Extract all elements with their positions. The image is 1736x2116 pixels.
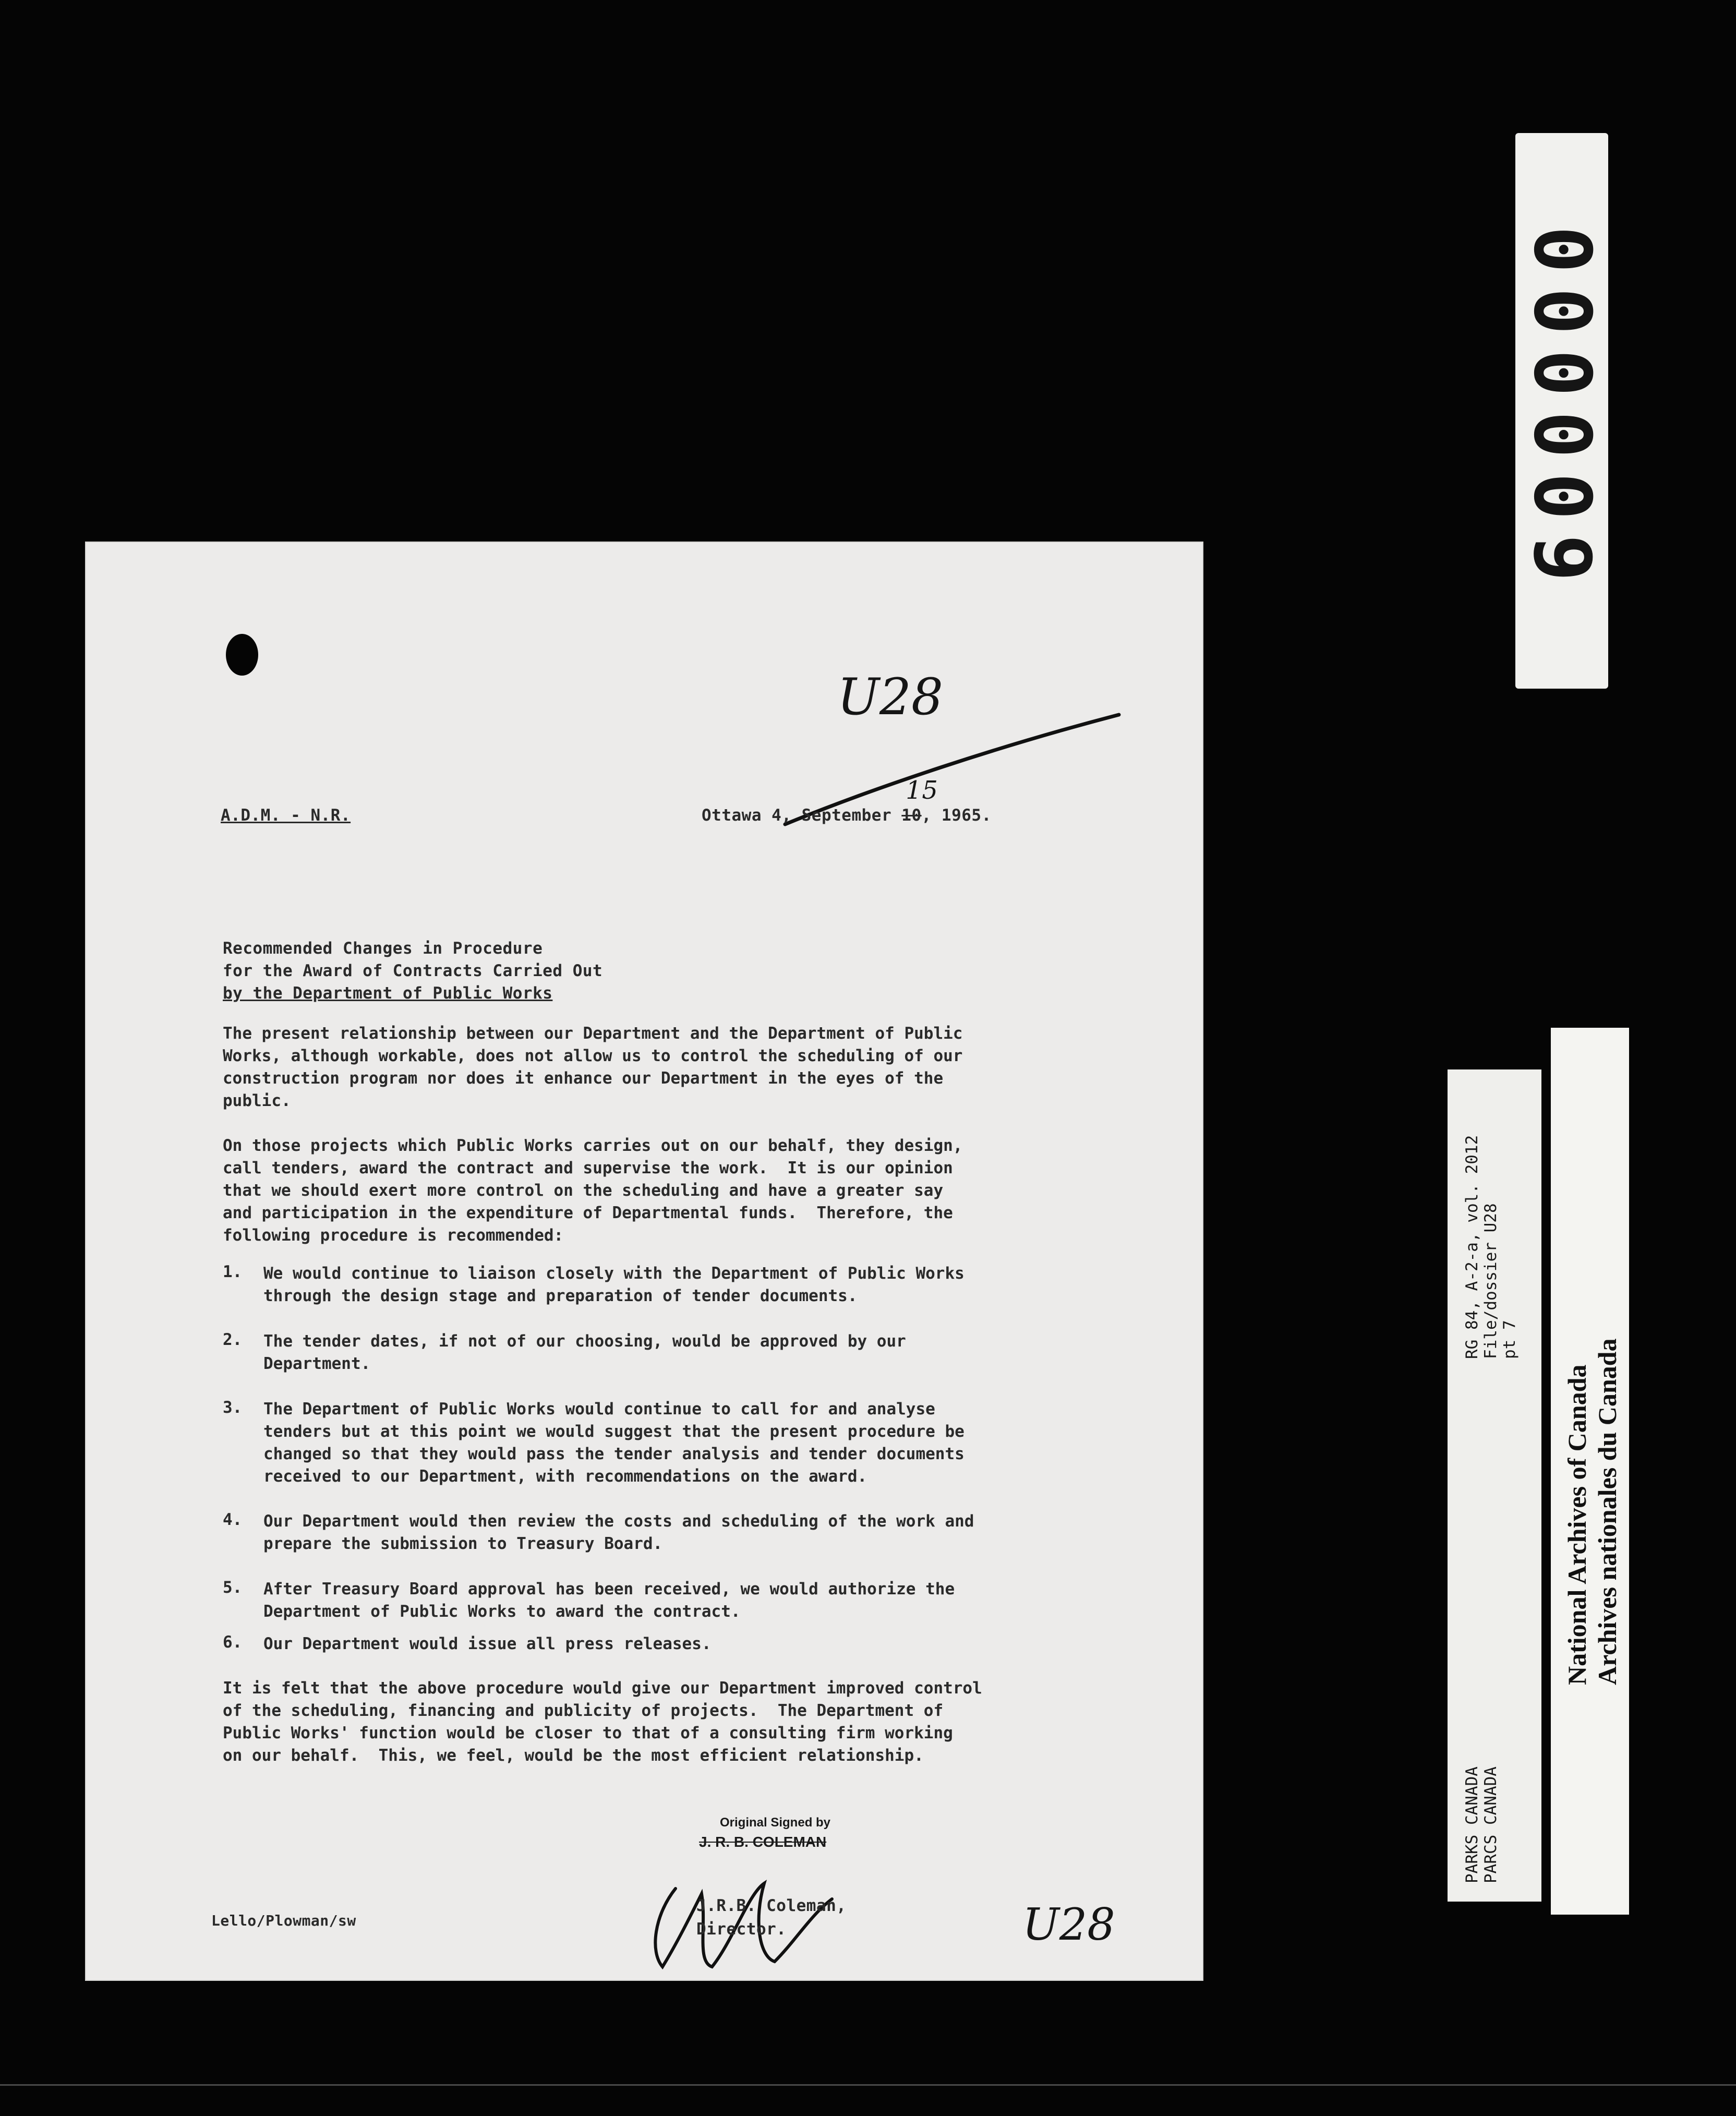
date-prefix: Ottawa 4, September: [702, 806, 892, 825]
item-5-number: 5.: [223, 1578, 243, 1597]
reference-parks-canada: PARKS CANADA: [1463, 1766, 1481, 1883]
date-struck-day: 10: [901, 806, 922, 825]
item-3-text: The Department of Public Works would continue to call for and analyse tenders but at this point we would suggest that the present procedure be changed so that they would pass the tender analysis and tender documents received to our Department, with recommendations on the award.: [263, 1400, 965, 1486]
scan-bottom-edge: [0, 2084, 1736, 2086]
frame-number: 000009: [1516, 225, 1607, 596]
archives-french: Archives nationales du Canada: [1593, 1338, 1622, 1685]
date-day-correction: [901, 776, 938, 825]
paragraph-3: It is felt that the above procedure would give our Department improved control of the scheduling, financing and publicity of projects. The Department of Public Works' function would be closer to that of a consulting firm working on our behalf. This, we feel, would be the most efficient relationship.: [223, 1679, 982, 1765]
item-2-number: 2.: [223, 1330, 243, 1349]
item-2-text: The tender dates, if not of our choosing, would be approved by our Department.: [263, 1332, 906, 1373]
item-6-text: Our Department would issue all press releases.: [263, 1634, 712, 1653]
item-6-number: 6.: [223, 1633, 243, 1652]
item-1-text: We would continue to liaison closely with the Department of Public Works through the design stage and preparation of tender documents.: [263, 1264, 965, 1305]
stamp-struck-name: J. R. B. COLEMAN: [699, 1834, 827, 1850]
signatory-title: Director.: [696, 1920, 787, 1939]
date-line: [702, 776, 992, 825]
national-archives-label: [1551, 1028, 1629, 1915]
subject-line-1: Recommended Changes in Procedure: [223, 939, 543, 958]
item-4-text: Our Department would then review the costs and scheduling of the work and prepare the submission to Treasury Board.: [263, 1512, 974, 1553]
frame-number-strip: [1515, 133, 1608, 689]
paragraph-1: The present relationship between our Department and the Department of Public Works, although workable, does not allow us to control the scheduling of our construction program nor does it enhance our Department in the eyes of the public.: [223, 1024, 963, 1110]
handwritten-bottom-file-number: U28: [1022, 1899, 1115, 1950]
item-5-text: After Treasury Board approval has been received, we would authorize the Department of Public Works to award the contract.: [263, 1580, 955, 1621]
reference-file-line: File/dossier U28: [1481, 1203, 1500, 1359]
date-year: , 1965.: [921, 806, 992, 825]
archives-english: National Archives of Canada: [1562, 1364, 1592, 1685]
reference-rg-line: RG 84, A-2-a, vol. 2012: [1463, 1135, 1481, 1359]
punch-hole: [226, 634, 258, 676]
item-1-number: 1.: [223, 1263, 243, 1281]
typist-initials: Lello/Plowman/sw: [211, 1912, 356, 1929]
item-3-number: 3.: [223, 1398, 243, 1417]
date-handwritten-day: 15: [906, 776, 938, 805]
reference-part-line: pt 7: [1500, 1320, 1519, 1359]
archival-reference-label: [1448, 1069, 1541, 1902]
reference-parcs-canada: PARCS CANADA: [1481, 1766, 1500, 1883]
handwritten-file-number: U28: [837, 668, 944, 726]
item-4-number: 4.: [223, 1510, 243, 1529]
memo-page: [86, 543, 1202, 1980]
signatory-name: J.R.B. Coleman,: [696, 1896, 847, 1915]
addressee: A.D.M. - N.R.: [221, 806, 351, 825]
original-signed-stamp: Original Signed by: [720, 1816, 831, 1830]
subject-line-3: by the Department of Public Works: [223, 984, 553, 1003]
subject-line-2: for the Award of Contracts Carried Out: [223, 961, 603, 980]
paragraph-2: On those projects which Public Works carries out on our behalf, they design, call tenders, award the contract and supervise the work. It is our opinion that we should exert more control on the scheduling and have a greater say and participation in the expenditure of Departmental funds. Therefore, the following procedure is recommended:: [223, 1136, 963, 1245]
